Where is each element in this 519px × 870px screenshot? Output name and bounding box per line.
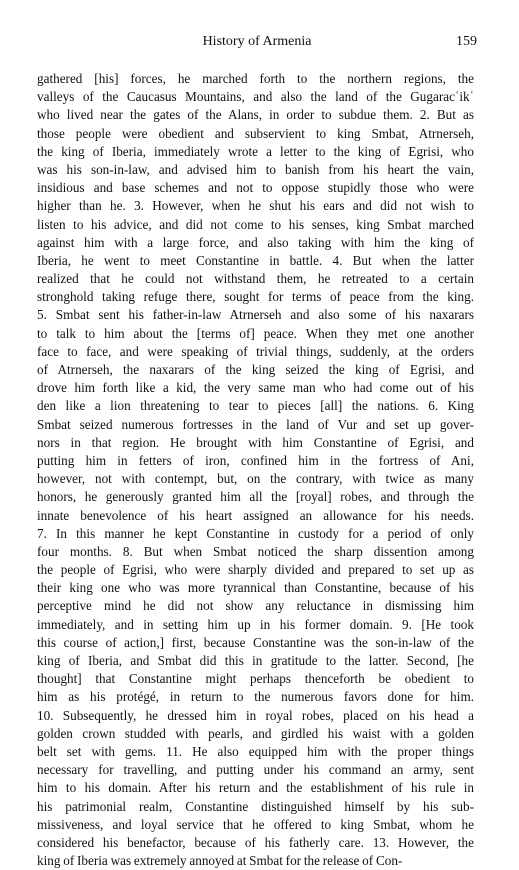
text-line: gathered [his] forces, he marched forth to the northern regions, the xyxy=(37,71,474,86)
text-line: necessary for travelling, and putting under his command an army, sent xyxy=(37,762,474,778)
text-line: immediately, and in setting him up in his former domain. 9. [He took xyxy=(37,616,474,632)
text-line: 10. Subsequently, he dressed him in royal robes, placed on his head a xyxy=(37,707,474,723)
text-line: 7. In this manner he kept Constantine in custody for a period of only xyxy=(37,525,474,541)
text-line: king of Iberia, and Smbat did this in gratitude to the latter. Second, [he xyxy=(37,653,474,668)
text-line: to talk to him about the [terms of] peace. When they met one another xyxy=(37,325,474,341)
text-line: honors, he generously granted him all the [royal] robes, and through the xyxy=(37,489,474,505)
text-line: perceptive mind he did not show any reluctance in dismissing him xyxy=(37,598,474,614)
text-line: the king of Iberia, immediately wrote a letter to the king of Egrisi, who xyxy=(37,143,474,159)
text-line: nors in that region. He brought with him Constantine of Egrisi, and xyxy=(37,434,474,450)
text-line: face to face, and were speaking of trivial things, suddenly, at the orders xyxy=(37,343,474,359)
text-line: considered his benefactor, because of his fatherly care. 13. However, the xyxy=(37,834,474,850)
text-line: Smbat seized numerous fortresses in the land of Vur and set up gover- xyxy=(37,416,474,432)
text-line: golden crown studded with pearls, and girdled his waist with a golden xyxy=(37,725,474,741)
text-line: who lived near the gates of the Alans, in order to subdue them. 2. But as xyxy=(37,107,474,123)
text-line: 5. Smbat sent his father-in-law Atrnerseh and also some of his naxarars xyxy=(37,307,474,323)
text-line: this course of action,] first, because Constantine was the son-in-law of the xyxy=(37,634,474,650)
text-line: of Atrnerseh, the naxarars of the king seized the king of Egrisi, and xyxy=(37,362,474,377)
text-line: den like a lion threatening to tear to pieces [all] the nations. 6. King xyxy=(37,398,474,414)
text-line: four months. 8. But when Smbat noticed the sharp dissention among xyxy=(37,543,474,559)
text-line: him to his domain. After his return and the establishment of his rule in xyxy=(37,780,474,796)
page-number: 159 xyxy=(456,34,477,49)
text-line: valleys of the Caucasus Mountains, and also the land of the Gugaracʿikʿ xyxy=(37,89,474,105)
text-line: however, not with contempt, but, on the contrary, with twice as many xyxy=(37,471,474,487)
text-line: Iberia, he went to meet Constantine in battle. 4. But when the latter xyxy=(37,252,474,268)
text-line: missiveness, and loyal service that he offered to king Smbat, whom he xyxy=(37,816,474,832)
running-header xyxy=(37,34,477,54)
text-line: drove him forth like a kid, the very same man who had come out of his xyxy=(37,380,474,396)
text-line: was his son-in-law, and advised him to banish from his heart the vain, xyxy=(37,161,474,177)
text-line: insidious and base schemes and not to oppose stupidly those who were xyxy=(37,180,474,196)
running-title: History of Armenia xyxy=(202,34,312,49)
text-line: putting him in fetters of iron, confined him in the fortress of Ani, xyxy=(37,452,474,468)
text-line: realized that he could not withstand them, he retreated to a certain xyxy=(37,271,474,287)
text-line: stronghold taking refuge there, sought for terms of peace from the king. xyxy=(37,289,474,305)
text-line: belt set with gems. 11. He also equipped him with the proper things xyxy=(37,743,474,759)
text-line: the people of Egrisi, who were sharply divided and prepared to set up as xyxy=(37,562,474,578)
text-line: those people were obedient and subservient to king Smbat, Atrnerseh, xyxy=(37,125,474,141)
text-line: against him with a large force, and also taking with him the king of xyxy=(37,234,474,250)
body-text xyxy=(37,70,474,870)
text-line: king of Iberia was extremely annoyed at Smbat for the release of Con- xyxy=(37,853,403,869)
text-line: listen to his advice, and did not come to his senses, king Smbat marched xyxy=(37,216,474,232)
text-line: higher than he. 3. However, when he shut his ears and did not wish to xyxy=(37,198,474,214)
text-line: him as his protégé, in return to the numerous favors done for him. xyxy=(37,689,474,705)
text-line: innate benevolence of his heart assigned an allowance for his needs. xyxy=(37,507,474,523)
text-line: their king one who was more tyrannical than Constantine, because of his xyxy=(37,580,474,596)
text-line: thought] that Constantine might perhaps thenceforth be obedient to xyxy=(37,671,474,687)
text-line: his patrimonial realm, Constantine distinguished himself by his sub- xyxy=(37,798,474,814)
